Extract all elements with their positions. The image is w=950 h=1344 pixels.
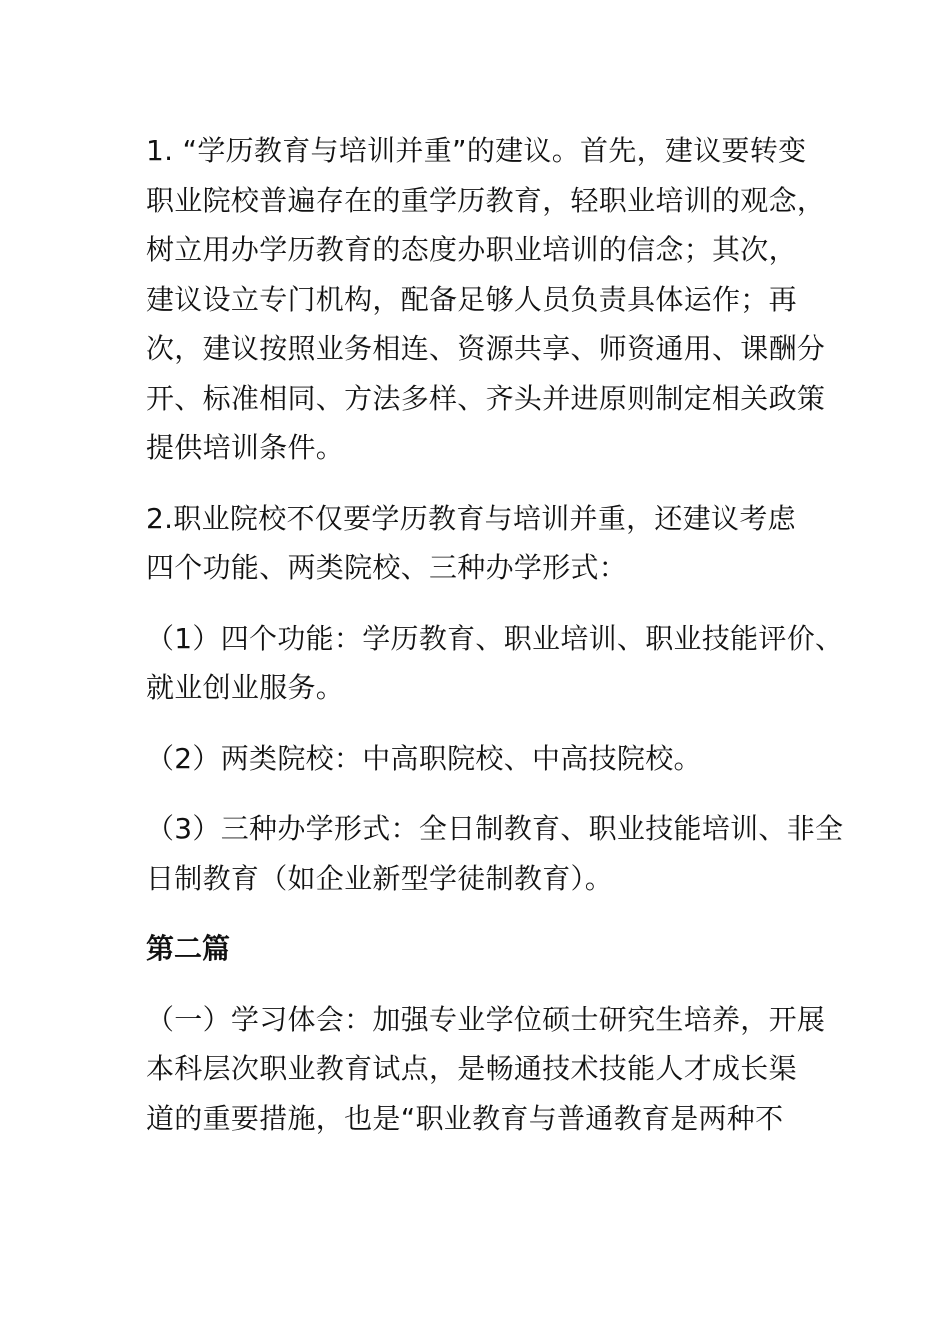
paragraph-line: 本科层次职业教育试点，是畅通技术技能人才成长渠 <box>146 1052 797 1085</box>
closing-paragraph <box>146 995 826 1144</box>
paragraph-line: 就业创业服务。 <box>146 671 345 704</box>
paragraph-line: 职业院校普遍存在的重学历教育，轻职业培训的观念， <box>146 183 826 217</box>
paragraph-line: 四个功能、两类院校、三种办学形式： <box>146 551 628 584</box>
paragraph-line: 开、标准相同、方法多样、齐头并进原则制定相关政策 <box>146 381 826 415</box>
paragraph-line: 道的重要措施，也是“职业教育与普通教育是两种不 <box>146 1101 784 1135</box>
paragraph-line: （一）学习体会：加强专业学位硕士研究生培养，开展 <box>146 1002 826 1036</box>
paragraph-line: （2）两类院校：中高职院校、中高技院校。 <box>146 741 702 775</box>
list-item-two-school-types <box>146 734 818 784</box>
paragraph-line: 树立用办学历教育的态度办职业培训的信念；其次， <box>146 233 797 266</box>
paragraph-line: （3）三种办学形式：全日制教育、职业技能培训、非全 <box>146 812 844 845</box>
document-page <box>146 126 844 1143</box>
paragraph-line: 次，建议按照业务相连、资源共享、师资通用、课酬分 <box>146 332 826 365</box>
paragraph-2 <box>146 494 818 593</box>
list-item-four-functions <box>146 614 844 713</box>
paragraph-line: 1. “学历教育与培训并重”的建议。首先，建议要转变 <box>146 134 807 167</box>
paragraph-line: 日制教育（如企业新型学徒制教育）。 <box>146 861 614 895</box>
paragraph-line: 建议设立专门机构，配备足够人员负责具体运作；再 <box>146 282 797 316</box>
paragraph-line: 2.职业院校不仅要学历教育与培训并重，还建议考虑 <box>146 501 796 535</box>
paragraph-line: （1）四个功能：学历教育、职业培训、职业技能评价、 <box>146 621 844 655</box>
paragraph-line: 提供培训条件。 <box>146 431 345 464</box>
list-item-three-forms <box>146 804 844 903</box>
section-heading: 第二篇 <box>146 932 231 965</box>
paragraph-1 <box>146 126 826 473</box>
